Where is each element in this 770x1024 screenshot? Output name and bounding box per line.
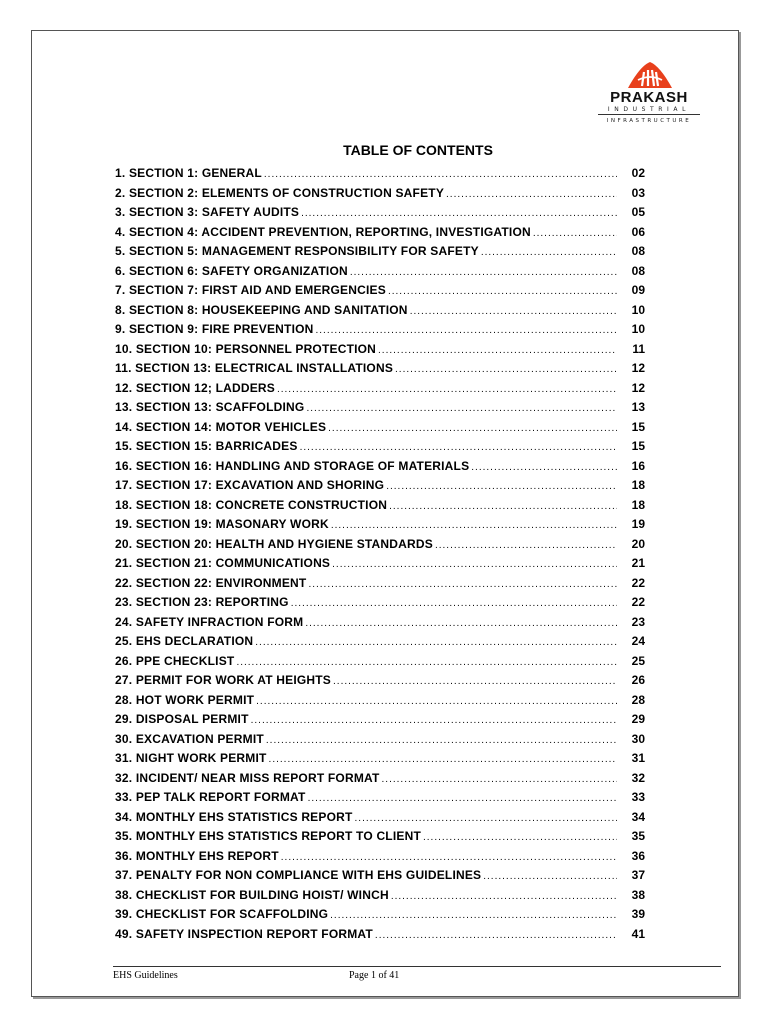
toc-entry[interactable]: [115, 418, 645, 438]
toc-entry[interactable]: [115, 262, 645, 282]
toc-entry-page: 33: [631, 790, 645, 804]
toc-entry-page: 05: [631, 205, 645, 219]
toc-entry-page: 26: [631, 673, 645, 687]
toc-entry-label: 26. PPE CHECKLIST: [115, 653, 235, 668]
toc-entry-page: 37: [631, 868, 645, 882]
logo-divider: [598, 114, 700, 115]
toc-list: [115, 164, 645, 944]
toc-entry-page: 10: [631, 322, 645, 336]
toc-entry-page: 02: [631, 166, 645, 180]
toc-entry[interactable]: [115, 281, 645, 301]
toc-entry-label: 2. SECTION 2: ELEMENTS OF CONSTRUCTION SAFETY: [115, 185, 445, 200]
toc-entry-label: 9. SECTION 9: FIRE PREVENTION: [115, 322, 314, 336]
toc-entry-page: 09: [631, 283, 645, 297]
toc-dot-leader: [481, 243, 617, 262]
footer-doc-name: EHS Guidelines: [113, 970, 178, 981]
footer-divider: [113, 966, 721, 967]
toc-entry-page: 06: [631, 224, 645, 239]
toc-dot-leader: [331, 516, 617, 535]
toc-entry[interactable]: [115, 749, 645, 769]
toc-entry-label: 10. SECTION 10: PERSONNEL PROTECTION: [115, 341, 377, 356]
toc-dot-leader: [266, 731, 617, 750]
toc-entry[interactable]: [115, 593, 645, 613]
toc-entry-label: 49. SAFETY INSPECTION REPORT FORMAT: [115, 926, 373, 941]
toc-dot-leader: [305, 614, 617, 633]
toc-entry[interactable]: [115, 632, 645, 652]
toc-entry[interactable]: [115, 320, 645, 340]
toc-dot-leader: [382, 770, 617, 789]
toc-entry[interactable]: [115, 574, 645, 594]
toc-dot-leader: [410, 302, 617, 321]
toc-entry-page: 36: [631, 848, 645, 863]
toc-entry[interactable]: [115, 866, 645, 886]
toc-entry[interactable]: [115, 613, 645, 633]
toc-dot-leader: [332, 555, 617, 574]
toc-dot-leader: [533, 224, 617, 243]
toc-dot-leader: [386, 477, 617, 496]
toc-entry-page: 19: [631, 517, 645, 531]
toc-entry-label: 35. MONTHLY EHS STATISTICS REPORT TO CLIENT: [115, 829, 421, 843]
toc-entry[interactable]: [115, 359, 645, 379]
toc-entry-page: 18: [631, 478, 645, 492]
toc-entry-label: 4. SECTION 4: ACCIDENT PREVENTION, REPORTING, INVESTIGATION: [115, 224, 531, 239]
toc-entry-label: 25. EHS DECLARATION: [115, 634, 254, 648]
toc-entry[interactable]: [115, 554, 645, 574]
toc-dot-leader: [483, 867, 617, 886]
toc-entry-label: 16. SECTION 16: HANDLING AND STORAGE OF MATERIALS: [115, 458, 470, 473]
toc-entry[interactable]: [115, 886, 645, 906]
toc-entry[interactable]: [115, 496, 645, 516]
toc-entry-label: 23. SECTION 23: REPORTING: [115, 595, 289, 609]
toc-entry-page: 08: [631, 244, 645, 258]
toc-entry-page: 22: [631, 595, 645, 609]
toc-entry[interactable]: [115, 379, 645, 399]
toc-entry-page: 24: [631, 634, 645, 648]
toc-dot-leader: [316, 321, 618, 340]
toc-entry-label: 24. SAFETY INFRACTION FORM: [115, 614, 304, 629]
logo-wordmark: PRAKASH: [610, 89, 688, 106]
toc-entry-page: 41: [631, 926, 645, 941]
toc-entry-label: 20. SECTION 20: HEALTH AND HYGIENE STANDARDS: [115, 536, 433, 551]
toc-entry-label: 34. MONTHLY EHS STATISTICS REPORT: [115, 809, 353, 824]
toc-dot-leader: [328, 419, 617, 438]
logo-subtitle-industrial: INDUSTRIAL: [607, 106, 691, 113]
toc-entry[interactable]: [115, 808, 645, 828]
toc-entry-page: 10: [631, 302, 645, 317]
toc-dot-leader: [301, 204, 617, 223]
toc-entry-label: 29. DISPOSAL PERMIT: [115, 712, 249, 726]
toc-entry-page: 25: [631, 653, 645, 668]
toc-entry[interactable]: [115, 652, 645, 672]
toc-entry-page: 18: [631, 497, 645, 512]
toc-entry[interactable]: [115, 340, 645, 360]
toc-title: TABLE OF CONTENTS: [343, 142, 493, 158]
toc-entry[interactable]: [115, 691, 645, 711]
toc-entry-page: 35: [631, 829, 645, 843]
toc-entry-page: 34: [631, 809, 645, 824]
toc-dot-leader: [333, 672, 617, 691]
toc-entry-label: 11. SECTION 13: ELECTRICAL INSTALLATIONS: [115, 361, 394, 375]
toc-entry-page: 12: [631, 380, 645, 395]
toc-entry[interactable]: [115, 769, 645, 789]
toc-entry-label: 14. SECTION 14: MOTOR VEHICLES: [115, 419, 327, 434]
toc-dot-leader: [435, 536, 617, 555]
toc-entry-page: 12: [631, 361, 645, 375]
toc-entry-label: 22. SECTION 22: ENVIRONMENT: [115, 575, 307, 590]
toc-entry-page: 03: [631, 185, 645, 200]
logo-subtitle-infrastructure: INFRASTRUCTURE: [606, 118, 692, 124]
toc-entry-page: 08: [631, 263, 645, 278]
toc-dot-leader: [300, 438, 617, 457]
toc-dot-leader: [330, 906, 617, 925]
toc-entry-label: 27. PERMIT FOR WORK AT HEIGHTS: [115, 673, 332, 687]
toc-entry-label: 30. EXCAVATION PERMIT: [115, 731, 264, 746]
toc-entry[interactable]: [115, 437, 645, 457]
toc-entry-label: 12. SECTION 12; LADDERS: [115, 380, 275, 395]
toc-entry-page: 28: [631, 692, 645, 707]
toc-entry-label: 3. SECTION 3: SAFETY AUDITS: [115, 205, 300, 219]
toc-dot-leader: [256, 692, 617, 711]
toc-entry-label: 36. MONTHLY EHS REPORT: [115, 848, 279, 863]
toc-entry-label: 31. NIGHT WORK PERMIT: [115, 751, 267, 765]
toc-entry-label: 19. SECTION 19: MASONARY WORK: [115, 517, 329, 531]
toc-entry-page: 16: [631, 458, 645, 473]
toc-entry-page: 39: [631, 907, 645, 921]
toc-entry[interactable]: [115, 535, 645, 555]
toc-entry-label: 21. SECTION 21: COMMUNICATIONS: [115, 556, 331, 570]
toc-entry[interactable]: [115, 476, 645, 496]
toc-entry-page: 23: [631, 614, 645, 629]
toc-dot-leader: [306, 399, 617, 418]
toc-entry-label: 15. SECTION 15: BARRICADES: [115, 439, 298, 453]
toc-dot-leader: [375, 926, 617, 945]
toc-entry-label: 38. CHECKLIST FOR BUILDING HOIST/ WINCH: [115, 887, 389, 902]
toc-dot-leader: [389, 497, 617, 516]
toc-dot-leader: [251, 711, 617, 730]
toc-dot-leader: [264, 165, 617, 184]
toc-entry-page: 20: [631, 536, 645, 551]
toc-entry[interactable]: [115, 203, 645, 223]
toc-entry[interactable]: [115, 242, 645, 262]
toc-dot-leader: [281, 848, 617, 867]
toc-entry-page: 31: [631, 751, 645, 765]
toc-entry-label: 5. SECTION 5: MANAGEMENT RESPONSIBILITY FOR SAFETY: [115, 244, 479, 258]
toc-entry[interactable]: [115, 184, 645, 204]
toc-entry-page: 29: [631, 712, 645, 726]
toc-dot-leader: [388, 282, 617, 301]
toc-dot-leader: [308, 789, 617, 808]
toc-entry-label: 28. HOT WORK PERMIT: [115, 692, 255, 707]
toc-entry-label: 39. CHECKLIST FOR SCAFFOLDING: [115, 907, 329, 921]
toc-entry-label: 17. SECTION 17: EXCAVATION AND SHORING: [115, 478, 385, 492]
toc-entry-page: 21: [631, 556, 645, 570]
toc-entry-page: 22: [631, 575, 645, 590]
toc-entry[interactable]: [115, 827, 645, 847]
toc-entry-label: 8. SECTION 8: HOUSEKEEPING AND SANITATION: [115, 302, 408, 317]
company-logo: [598, 60, 702, 130]
toc-dot-leader: [291, 594, 617, 613]
toc-dot-leader: [395, 360, 617, 379]
toc-dot-leader: [391, 887, 617, 906]
toc-entry-page: 15: [631, 439, 645, 453]
toc-dot-leader: [308, 575, 617, 594]
toc-entry-page: 15: [631, 419, 645, 434]
logo-emblem-icon: [598, 60, 702, 90]
toc-entry-page: 32: [631, 770, 645, 785]
toc-dot-leader: [423, 828, 617, 847]
toc-dot-leader: [255, 633, 617, 652]
toc-entry-page: 38: [631, 887, 645, 902]
toc-entry-label: 33. PEP TALK REPORT FORMAT: [115, 790, 306, 804]
toc-dot-leader: [446, 185, 617, 204]
toc-entry[interactable]: [115, 730, 645, 750]
toc-entry[interactable]: [115, 710, 645, 730]
toc-entry-label: 32. INCIDENT/ NEAR MISS REPORT FORMAT: [115, 770, 380, 785]
toc-entry-label: 6. SECTION 6: SAFETY ORGANIZATION: [115, 263, 348, 278]
toc-entry-label: 1. SECTION 1: GENERAL: [115, 166, 262, 180]
toc-entry-label: 13. SECTION 13: SCAFFOLDING: [115, 400, 305, 414]
toc-entry-label: 18. SECTION 18: CONCRETE CONSTRUCTION: [115, 497, 388, 512]
toc-dot-leader: [471, 458, 617, 477]
toc-entry[interactable]: [115, 788, 645, 808]
toc-dot-leader: [236, 653, 617, 672]
toc-entry-page: 13: [631, 400, 645, 414]
toc-dot-leader: [355, 809, 617, 828]
toc-entry[interactable]: [115, 515, 645, 535]
toc-entry[interactable]: [115, 164, 645, 184]
toc-dot-leader: [277, 380, 617, 399]
toc-entry-label: 37. PENALTY FOR NON COMPLIANCE WITH EHS GUIDELINES: [115, 868, 482, 882]
toc-entry[interactable]: [115, 905, 645, 925]
toc-dot-leader: [269, 750, 617, 769]
toc-entry[interactable]: [115, 671, 645, 691]
toc-entry-page: 11: [632, 341, 645, 356]
toc-entry[interactable]: [115, 847, 645, 867]
toc-entry-label: 7. SECTION 7: FIRST AID AND EMERGENCIES: [115, 283, 386, 297]
toc-entry-page: 30: [631, 731, 645, 746]
toc-dot-leader: [378, 341, 617, 360]
toc-entry[interactable]: [115, 223, 645, 243]
toc-entry[interactable]: [115, 925, 645, 945]
toc-entry[interactable]: [115, 457, 645, 477]
toc-entry[interactable]: [115, 398, 645, 418]
toc-dot-leader: [350, 263, 617, 282]
toc-entry[interactable]: [115, 301, 645, 321]
footer-page-number: Page 1 of 41: [349, 970, 400, 981]
